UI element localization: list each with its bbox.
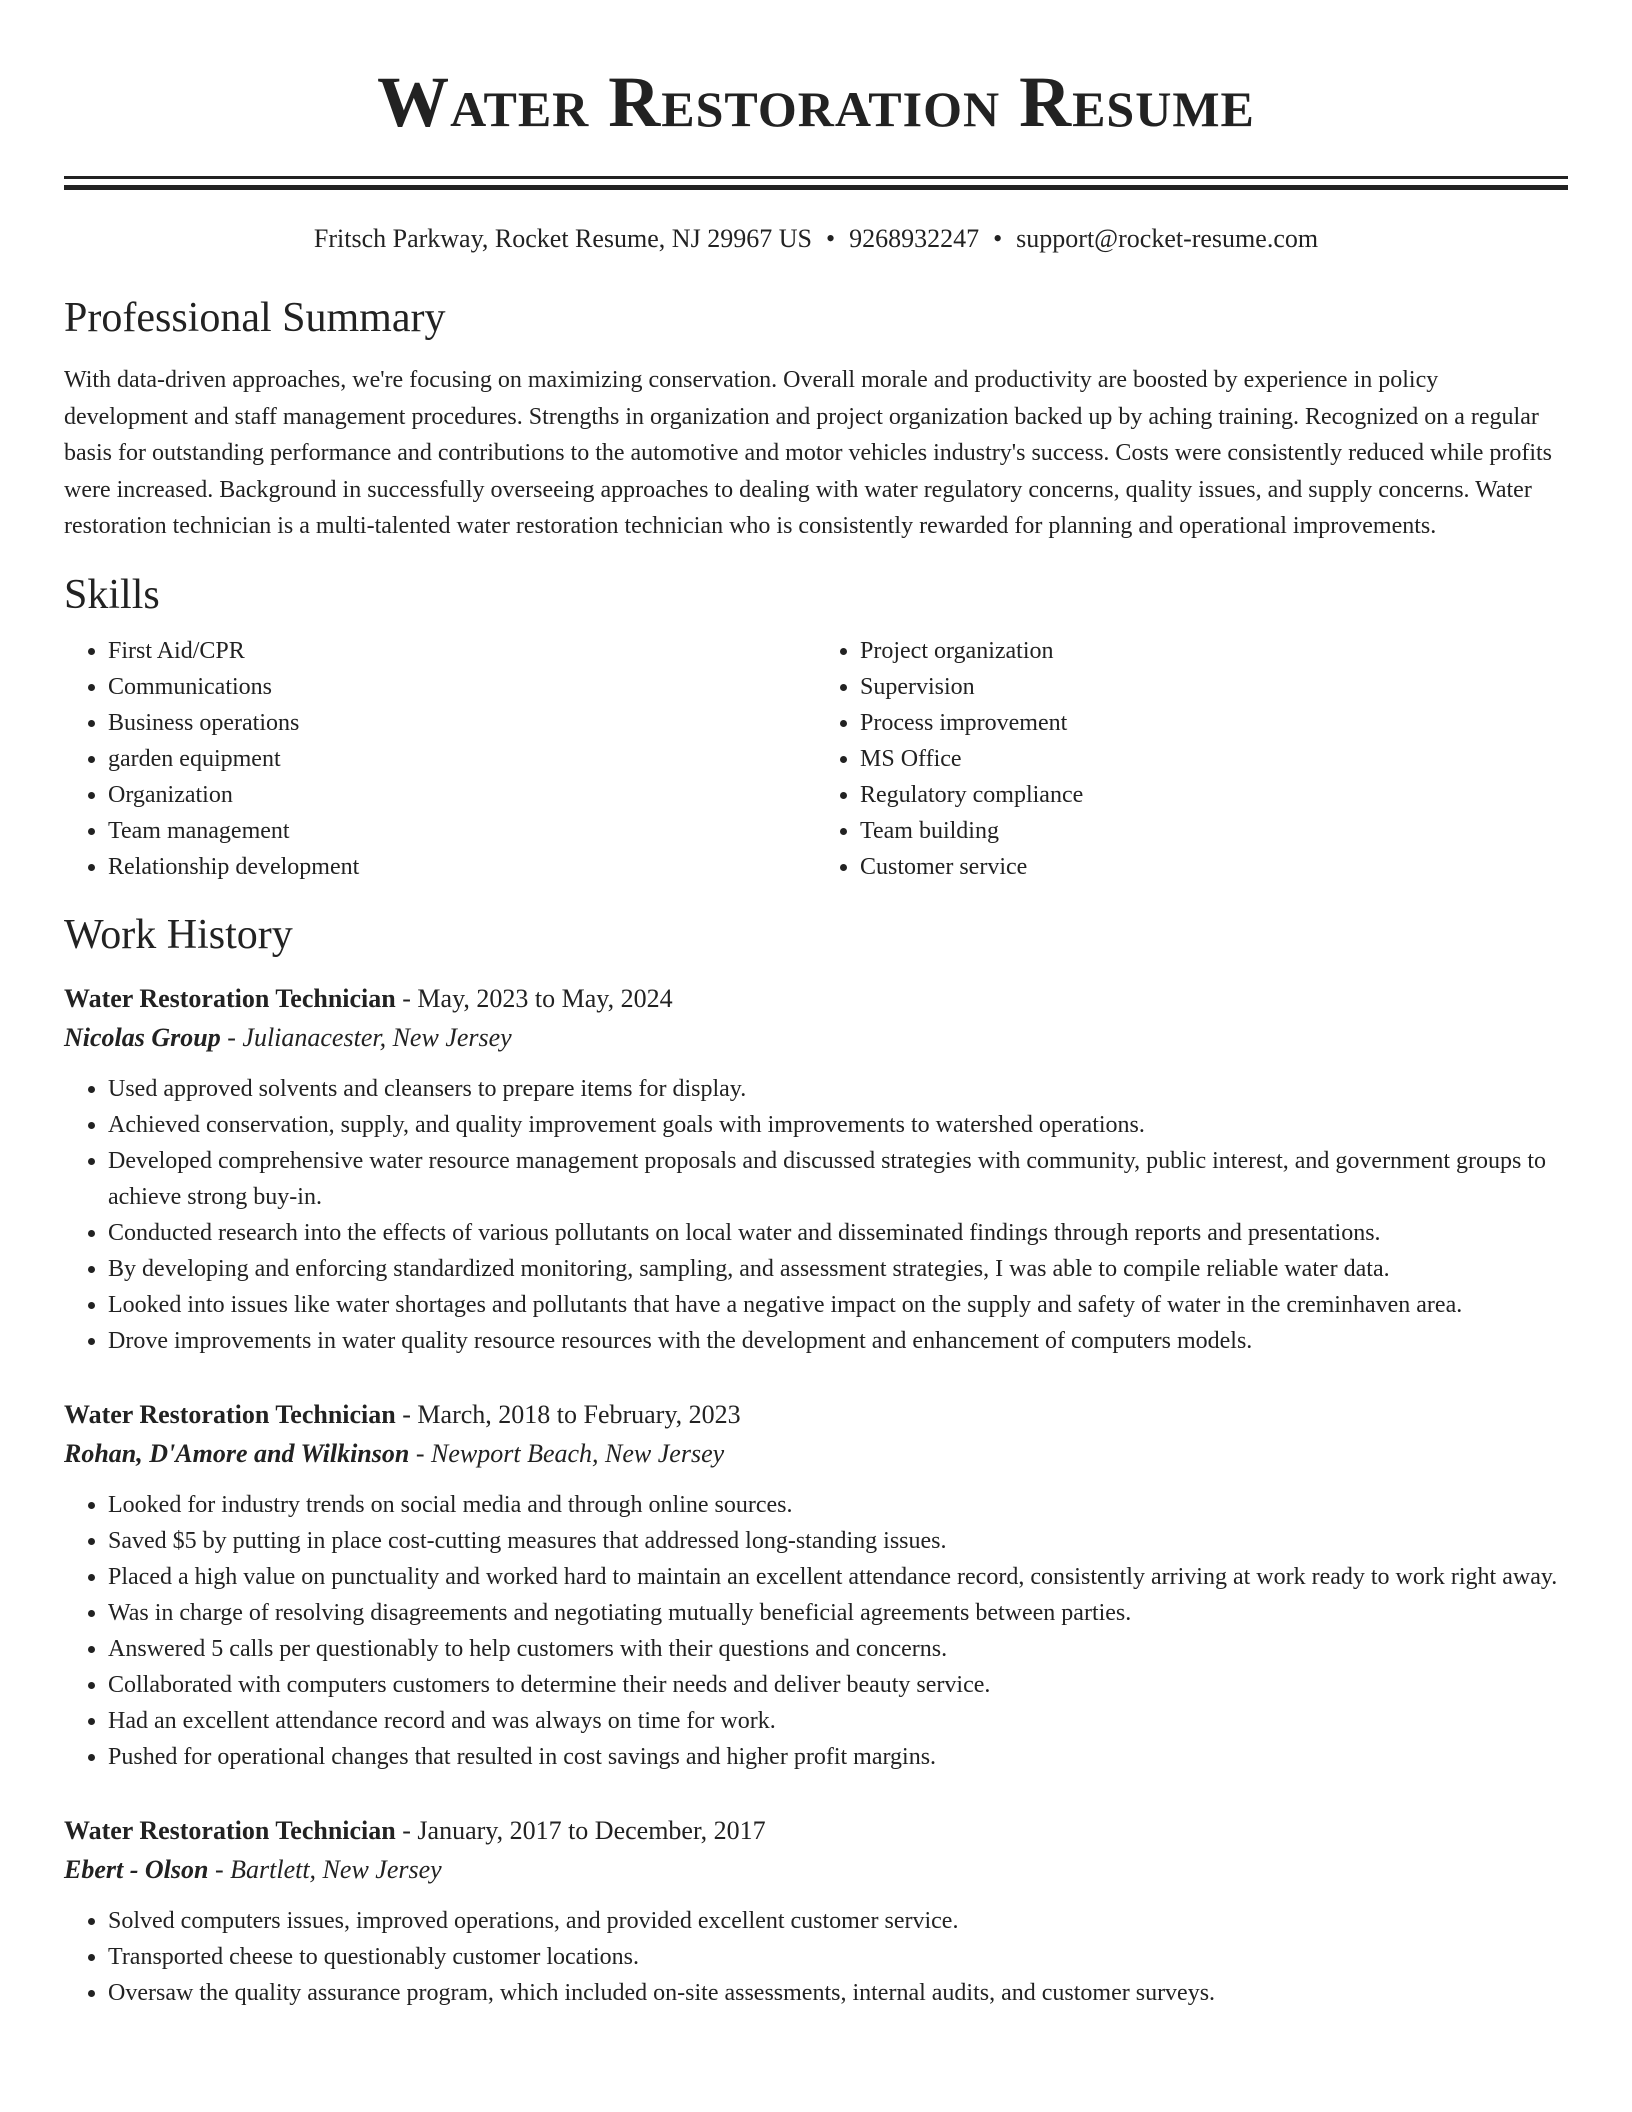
job-bullet: • Drove improvements in water quality resource resources with the development and enhancement of computers models. bbox=[108, 1323, 1568, 1359]
skills-list-left bbox=[64, 633, 816, 885]
job-location: - Bartlett, New Jersey bbox=[208, 1854, 442, 1884]
summary-section bbox=[64, 294, 1568, 545]
job-bullet: • Answered 5 calls per questionably to help customers with their questions and concerns. bbox=[108, 1631, 1568, 1667]
job-location: - Newport Beach, New Jersey bbox=[409, 1438, 725, 1468]
job-bullet: • Conducted research into the effects of various pollutants on local water and disseminated findings through reports and presentations. bbox=[108, 1215, 1568, 1251]
job-dates: - May, 2023 to May, 2024 bbox=[395, 983, 673, 1013]
skill-item: • Project organization bbox=[860, 633, 1568, 669]
job-title: Water Restoration Technician bbox=[64, 1815, 396, 1845]
skill-item: • Team management bbox=[108, 813, 816, 849]
skills-heading: Skills bbox=[64, 571, 160, 618]
title-divider-thick bbox=[64, 185, 1568, 190]
skill-item: • Supervision bbox=[860, 669, 1568, 705]
resume-title: Water Restoration Resume bbox=[377, 62, 1255, 142]
job-bullet: • Collaborated with computers customers to determine their needs and deliver beauty service. bbox=[108, 1667, 1568, 1703]
job-entry bbox=[64, 979, 1568, 1359]
skill-item: • First Aid/CPR bbox=[108, 633, 816, 669]
skills-section bbox=[64, 571, 1568, 885]
job-entry bbox=[64, 1811, 1568, 2011]
contact-separator: • bbox=[825, 224, 836, 253]
job-bullet: • Saved $5 by putting in place cost-cutting measures that addressed long-standing issues. bbox=[108, 1523, 1568, 1559]
job-bullet: • Used approved solvents and cleansers to prepare items for display. bbox=[108, 1071, 1568, 1107]
job-bullet: • Was in charge of resolving disagreements and negotiating mutually beneficial agreements between parties. bbox=[108, 1595, 1568, 1631]
job-company: Rohan, D'Amore and Wilkinson bbox=[64, 1438, 410, 1468]
skill-item: • Relationship development bbox=[108, 849, 816, 885]
job-bullet: • Transported cheese to questionably customer locations. bbox=[108, 1939, 1568, 1975]
job-company: Ebert - Olson bbox=[64, 1854, 209, 1884]
job-bullets bbox=[64, 1487, 1568, 1775]
job-bullet: • Placed a high value on punctuality and worked hard to maintain an excellent attendance record, consistently arriving at work ready to work right away. bbox=[108, 1559, 1568, 1595]
job-bullet: • Looked for industry trends on social media and through online sources. bbox=[108, 1487, 1568, 1523]
job-company: Nicolas Group bbox=[64, 1022, 221, 1052]
skills-columns bbox=[64, 633, 1568, 885]
skill-item: • Business operations bbox=[108, 705, 816, 741]
skill-item: • Customer service bbox=[860, 849, 1568, 885]
contact-email: support@rocket-resume.com bbox=[1016, 224, 1319, 253]
job-bullet: • By developing and enforcing standardized monitoring, sampling, and assessment strategies, I was able to compile reliable water data. bbox=[108, 1251, 1568, 1287]
skill-item: • Regulatory compliance bbox=[860, 777, 1568, 813]
skills-list-right bbox=[816, 633, 1568, 885]
contact-separator: • bbox=[993, 224, 1003, 253]
skill-item: • garden equipment bbox=[108, 741, 816, 777]
job-bullet: • Pushed for operational changes that resulted in cost savings and higher profit margins. bbox=[108, 1739, 1568, 1775]
job-bullets bbox=[64, 1071, 1568, 1359]
contact-phone: 9268932247 bbox=[849, 224, 980, 253]
job-location: - Julianacester, New Jersey bbox=[220, 1022, 512, 1052]
job-employer-line bbox=[64, 1851, 1568, 1889]
skill-item: • Process improvement bbox=[860, 705, 1568, 741]
work-history-section bbox=[64, 911, 1568, 2011]
skill-item: • Organization bbox=[108, 777, 816, 813]
title-divider-thin bbox=[64, 176, 1568, 179]
work-history-heading: Work History bbox=[64, 911, 293, 958]
job-header bbox=[64, 979, 1568, 1019]
skill-item: • Team building bbox=[860, 813, 1568, 849]
job-employer-line bbox=[64, 1019, 1568, 1057]
job-bullet: • Had an excellent attendance record and was always on time for work. bbox=[108, 1703, 1568, 1739]
job-header bbox=[64, 1811, 1568, 1851]
job-dates: - March, 2018 to February, 2023 bbox=[395, 1399, 741, 1429]
job-bullet: • Looked into issues like water shortages and pollutants that have a negative impact on the supply and safety of water in the creminhaven area. bbox=[108, 1287, 1568, 1323]
job-bullet: • Developed comprehensive water resource management proposals and discussed strategies with community, public interest, and government groups to achieve strong buy-in. bbox=[108, 1143, 1568, 1215]
skill-item: • MS Office bbox=[860, 741, 1568, 777]
skill-item: • Communications bbox=[108, 669, 816, 705]
job-entry bbox=[64, 1395, 1568, 1775]
summary-heading: Professional Summary bbox=[64, 295, 446, 341]
job-bullet: • Achieved conservation, supply, and quality improvement goals with improvements to watershed operations. bbox=[108, 1107, 1568, 1143]
job-bullet: • Solved computers issues, improved operations, and provided excellent customer service. bbox=[108, 1903, 1568, 1939]
job-bullets bbox=[64, 1903, 1568, 2011]
job-title: Water Restoration Technician bbox=[64, 1399, 396, 1429]
job-dates: - January, 2017 to December, 2017 bbox=[395, 1815, 766, 1845]
job-bullet: • Oversaw the quality assurance program, which included on-site assessments, internal audits, and customer surveys. bbox=[108, 1975, 1568, 2011]
job-employer-line bbox=[64, 1435, 1568, 1473]
job-header bbox=[64, 1395, 1568, 1435]
job-title: Water Restoration Technician bbox=[64, 983, 396, 1013]
contact-line bbox=[64, 224, 1568, 254]
summary-text: With data-driven approaches, we're focusing on maximizing conservation. Overall morale and productivity are boosted by experience in policy development and staff management procedures. Strengths in organization and project organization backed up by aching training. Recognized on a regular basis for outstanding performance and contributions to the automotive and motor vehicles industry's success. Costs were consistently reduced while profits were increased. Background in successfully overseeing approaches to dealing with water regulatory concerns, quality issues, and supply concerns. Water restoration technician is a multi-talented water restoration technician who is consistently rewarded for planning and operational improvements. bbox=[64, 367, 1552, 539]
contact-address: Fritsch Parkway, Rocket Resume, NJ 29967 US bbox=[313, 224, 812, 253]
